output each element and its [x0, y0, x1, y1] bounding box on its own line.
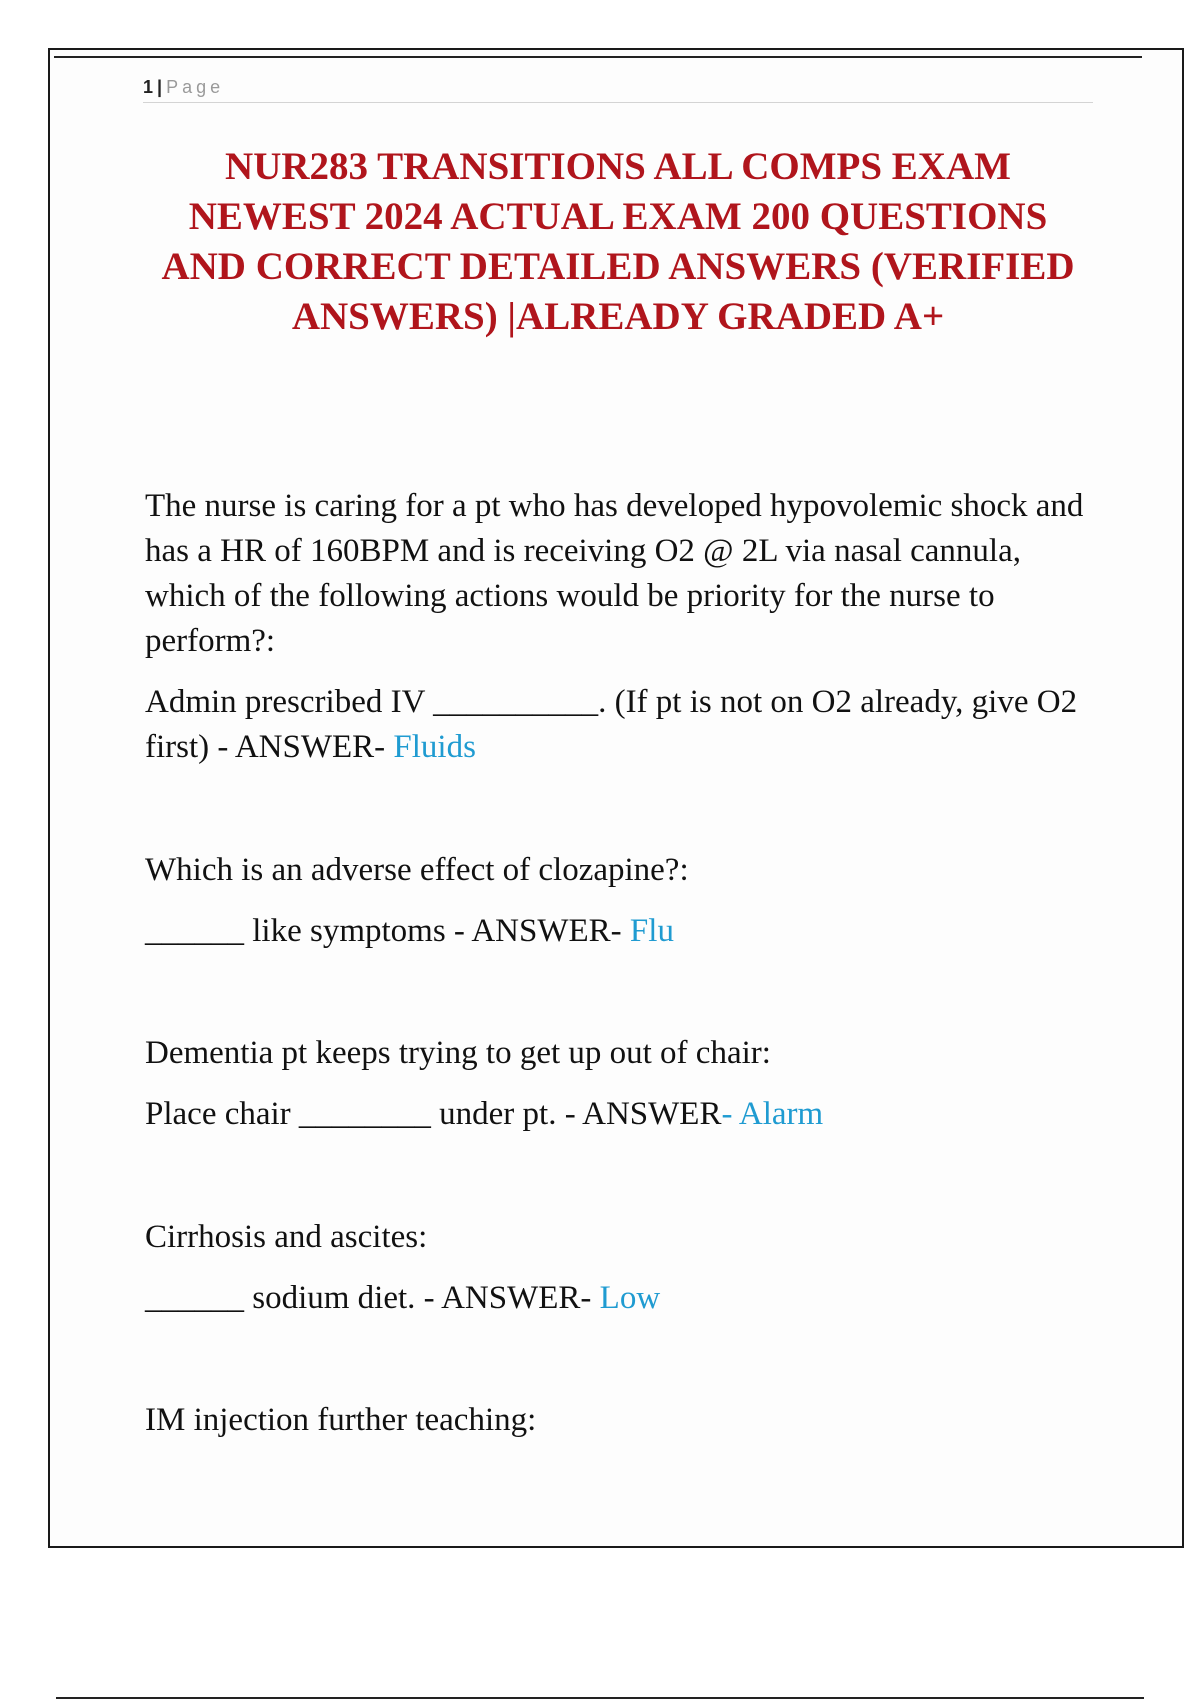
- document-title: NUR283 TRANSITIONS ALL COMPS EXAM NEWEST 2024 ACTUAL EXAM 200 QUESTIONS AND CORRECT DETAILED ANSWERS (VERIFIED ANSWERS) |ALREADY GRADED A+: [161, 145, 1075, 338]
- top-rule: [54, 56, 1142, 58]
- qa-item-2: [145, 848, 1095, 954]
- answer-value: - Alarm: [721, 1096, 824, 1132]
- answer-value: Fluids: [393, 729, 476, 765]
- answer-value: Low: [599, 1280, 661, 1316]
- qa-item-4: [145, 1215, 1095, 1321]
- page-number: 1: [143, 77, 154, 97]
- answer-line: [145, 1092, 1095, 1137]
- page-header: [143, 72, 1093, 103]
- question-text: Cirrhosis and ascites:: [145, 1219, 428, 1255]
- qa-item-5: [145, 1398, 1095, 1459]
- page-separator: |: [157, 77, 163, 97]
- question-text: Dementia pt keeps trying to get up out of chair:: [145, 1035, 771, 1071]
- answer-value: Flu: [629, 913, 674, 949]
- page-label: Page: [166, 77, 225, 97]
- question-text: IM injection further teaching:: [145, 1402, 537, 1438]
- answer-line: [145, 909, 1095, 954]
- answer-line: [145, 680, 1095, 770]
- qa-item-1: [145, 484, 1095, 770]
- answer-prompt: ______ like symptoms - ANSWER-: [145, 913, 630, 949]
- answer-prompt: Admin prescribed IV __________. (If pt is not on O2 already, give O2 first) - ANSWER-: [145, 684, 1078, 765]
- qa-item-3: [145, 1031, 1095, 1137]
- answer-prompt: Place chair ________ under pt. - ANSWER: [145, 1096, 722, 1132]
- answer-line: [145, 1276, 1095, 1321]
- bottom-rule: [56, 1697, 1144, 1699]
- question-text: The nurse is caring for a pt who has developed hypovolemic shock and has a HR of 160BPM and is receiving O2 @ 2L via nasal cannula, which of the following actions would be priority for the nurse to perform?:: [145, 488, 1084, 659]
- answer-prompt: ______ sodium diet. - ANSWER-: [145, 1280, 600, 1316]
- question-text: Which is an adverse effect of clozapine?:: [145, 852, 689, 888]
